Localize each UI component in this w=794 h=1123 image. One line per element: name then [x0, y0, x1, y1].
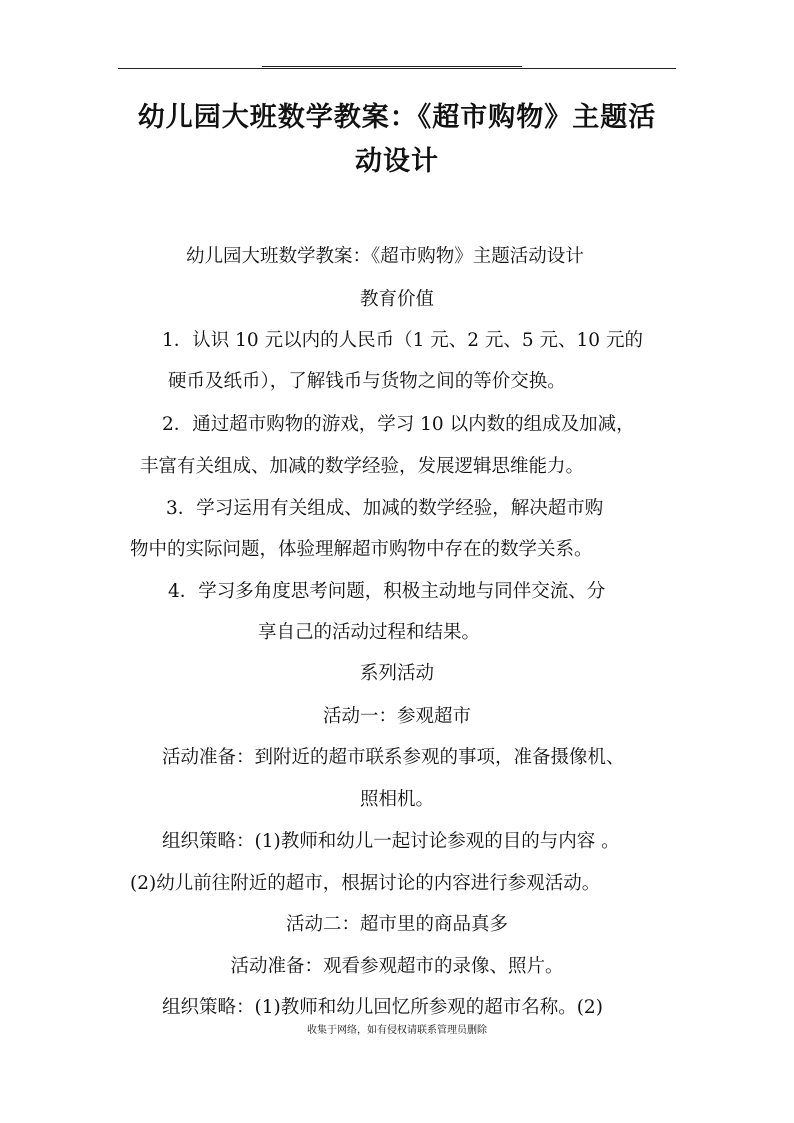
activity-heading-2: 活动二：超市里的商品真多	[285, 914, 508, 935]
header-rule	[118, 68, 676, 69]
paragraph-line: 硬币及纸币），了解钱币与货物之间的等价交换。	[168, 371, 566, 392]
title-line-2: 动设计	[355, 146, 439, 177]
paragraph-line: 活动准备：到附近的超市联系参观的事项，准备摄像机、	[162, 747, 625, 768]
paragraph-line: (2)幼儿前往附近的超市，根据讨论的内容进行参观活动。	[130, 873, 601, 894]
paragraph-line: 丰富有关组成、加减的数学经验，发展逻辑思维能力。	[140, 456, 585, 477]
subtitle-line: 幼儿园大班数学教案：《超市购物》主题活动设计	[186, 246, 584, 267]
paragraph-line: 活动准备：观看参观超市的录像、照片。	[230, 956, 564, 977]
paragraph-line: 照相机。	[359, 789, 434, 810]
document-title	[80, 96, 714, 184]
paragraph-line: 享自己的活动过程和结果。	[258, 622, 481, 643]
section-heading-education-value: 教育价值	[359, 289, 434, 310]
paragraph-line: 组织策略：(1)教师和幼儿一起讨论参观的目的与内容 。	[162, 831, 620, 852]
title-line-1: 幼儿园大班数学教案：《超市购物》主题活	[137, 102, 657, 133]
paragraph-line: 1．认识 10 元以内的人民币（1 元、2 元、5 元、10 元的	[162, 330, 643, 351]
activity-heading-1: 活动一：参观超市	[322, 706, 471, 727]
header-short-rule	[262, 66, 522, 67]
paragraph-line: 物中的实际问题，体验理解超市购物中存在的数学关系。	[130, 539, 593, 560]
paragraph-line: 4．学习多角度思考问题，积极主动地与同伴交流、分	[168, 581, 606, 602]
paragraph-line: 组织策略：(1)教师和幼儿回忆所参观的超市名称。(2)	[162, 997, 603, 1018]
section-heading-series-activities: 系列活动	[359, 663, 434, 684]
footer-notice: 收集于网络，如有侵权请联系管理员删除	[307, 1025, 487, 1036]
paragraph-line: 3．学习运用有关组成、加减的数学经验，解决超市购	[166, 498, 604, 519]
paragraph-line: 2．通过超市购物的游戏，学习 10 以内数的组成及加减，	[162, 414, 635, 435]
